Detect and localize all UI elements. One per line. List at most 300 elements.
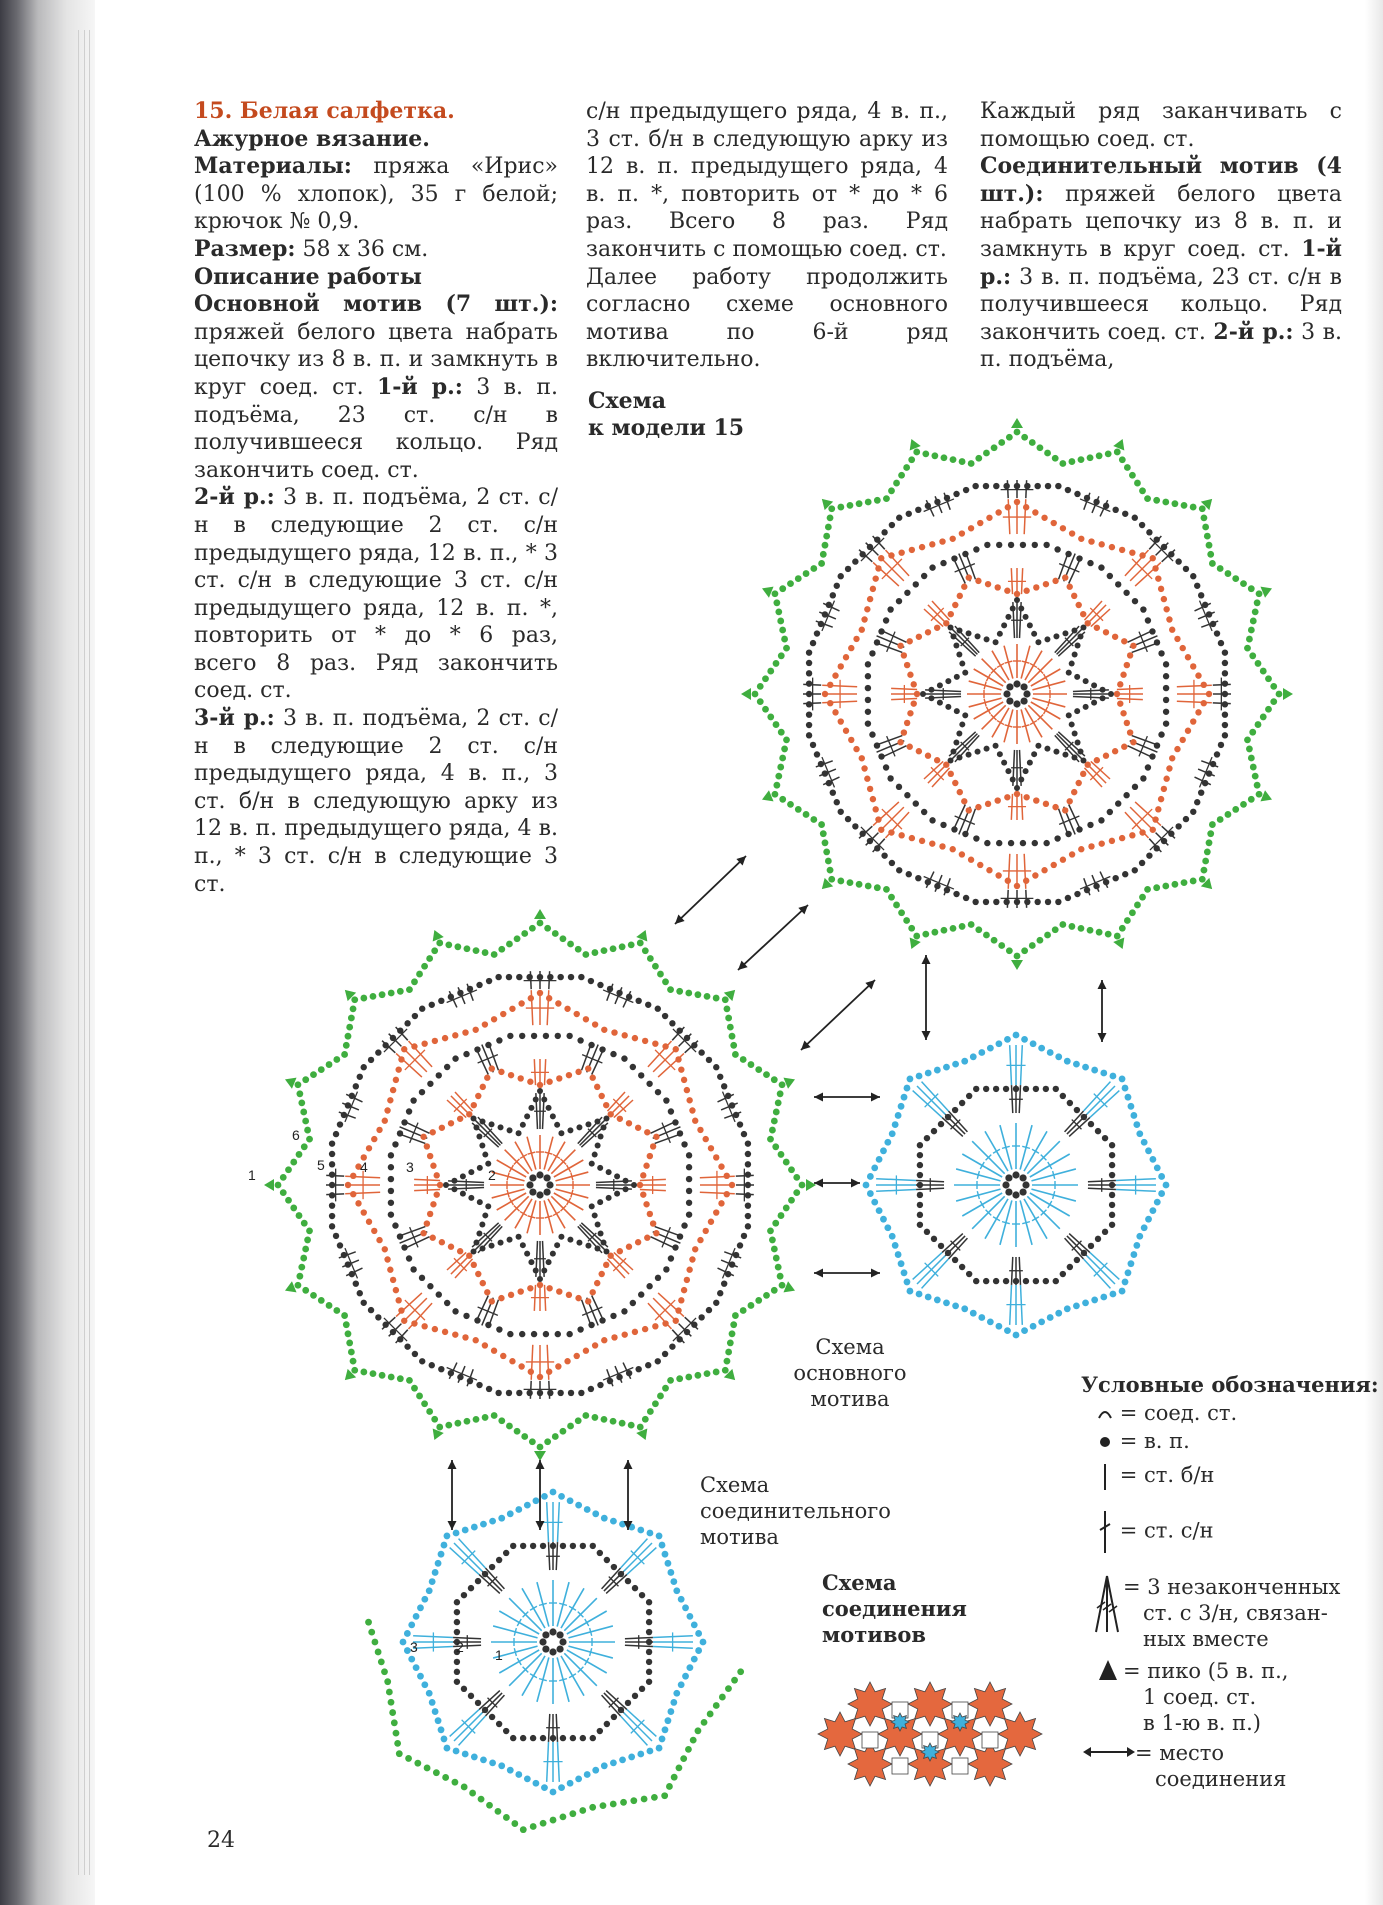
blue-outer-row — [952, 1061, 959, 1068]
dark-star-row-2 — [956, 730, 962, 736]
green-picot-row — [779, 585, 786, 592]
orange-row-3 — [644, 1235, 650, 1241]
blue-outer-row — [895, 1112, 902, 1119]
dark-row-4 — [507, 1331, 513, 1337]
orange-row-3 — [430, 1201, 436, 1207]
dark-star-row-2 — [597, 1199, 603, 1205]
green-picot-row — [777, 764, 784, 771]
green-picot-row — [386, 1689, 393, 1696]
dark-outer-row — [1112, 875, 1118, 881]
dark-octagon-row — [917, 1192, 923, 1198]
orange-row-5 — [1069, 851, 1075, 857]
dark-octagon-row — [1053, 1278, 1059, 1284]
green-picot-row — [755, 1297, 762, 1304]
green-picot-row — [300, 1255, 307, 1262]
green-picot-row — [773, 660, 780, 667]
dark-row-4 — [869, 650, 875, 656]
dark-outer-row — [1139, 522, 1145, 528]
dark-row-4 — [543, 1033, 549, 1039]
dark-outer-row — [557, 1390, 563, 1396]
dark-row-4 — [1043, 840, 1049, 846]
blue-outer-row — [432, 1708, 439, 1715]
green-picot-row — [1029, 942, 1036, 949]
blue-outer-row — [462, 1527, 469, 1534]
dark-star-row-2 — [1001, 760, 1007, 766]
green-picot-row — [1144, 495, 1151, 502]
orange-row-5 — [509, 1006, 515, 1012]
green-picot-row — [567, 1423, 574, 1430]
blue-outer-row — [567, 1780, 574, 1787]
orange-row-3 — [424, 1220, 430, 1226]
green-picot-row — [1078, 456, 1085, 463]
blue-outer-row — [889, 1130, 896, 1137]
picot-mark — [1283, 688, 1293, 700]
orange-row-3 — [603, 1102, 609, 1108]
dark-octagon-row — [604, 1557, 610, 1563]
green-picot-row — [416, 1393, 423, 1400]
conn-row2-text: 3 в. п. подъёма, — [980, 319, 1342, 373]
dark-row-4 — [996, 542, 1002, 548]
blue-outer-row — [863, 1182, 870, 1189]
dark-star-row-2 — [546, 1105, 552, 1111]
orange-row-3 — [594, 1084, 600, 1090]
orange-row-5 — [1060, 857, 1066, 863]
dark-row-4 — [1087, 822, 1093, 828]
green-picot-row — [695, 991, 702, 998]
dark-star-row-2 — [1005, 614, 1011, 620]
green-picot-row — [818, 560, 825, 567]
dark-star-row-2 — [592, 1152, 598, 1158]
blue-outer-row — [996, 1323, 1003, 1330]
green-picot-row — [983, 450, 990, 457]
orange-row-5 — [689, 1256, 695, 1262]
green-picot-row — [1249, 652, 1256, 659]
green-picot-row — [560, 935, 567, 942]
orange-row-3 — [430, 1129, 436, 1135]
orange-row-3 — [1023, 588, 1029, 594]
orange-row-5 — [384, 1256, 390, 1262]
orange-center-stitches — [1005, 725, 1013, 727]
blue-outer-row — [1021, 1327, 1028, 1334]
center-chain-ring — [1022, 1181, 1029, 1188]
dark-star-row-2 — [550, 1113, 556, 1119]
dark-outer-row — [741, 1233, 747, 1239]
green-picot-row — [788, 1166, 795, 1173]
blue-outer-row — [662, 1726, 669, 1733]
dark-row-4 — [463, 1313, 469, 1319]
green-picot-row — [767, 1227, 774, 1234]
dark-row-4 — [921, 809, 927, 815]
dark-star-row-2 — [937, 682, 943, 688]
dark-outer-row — [329, 1140, 335, 1146]
dark-star-row-2 — [498, 1240, 504, 1246]
join-arrow — [675, 856, 746, 924]
orange-row-3 — [985, 801, 991, 807]
dark-outer-row — [830, 592, 836, 598]
green-picot-row — [630, 1797, 637, 1804]
green-picot-row — [381, 1668, 388, 1675]
connecting-motif-label: Соединительный мотив (4 шт.): — [980, 153, 1342, 207]
blue-outer-row — [1141, 1224, 1148, 1231]
dark-outer-row — [741, 1131, 747, 1137]
legend-dc-text: = ст. с/н — [1119, 1518, 1214, 1543]
center-chain-ring — [1013, 680, 1020, 687]
dark-outer-row — [806, 732, 812, 738]
blue-outer-row — [892, 1121, 899, 1128]
orange-row-5 — [1069, 530, 1075, 536]
green-picot-row — [388, 1374, 395, 1381]
dark-octagon-row — [1102, 1135, 1108, 1141]
orange-row-3 — [427, 1153, 433, 1159]
joining-caption — [822, 1570, 967, 1648]
dark-octagon-row — [590, 1735, 596, 1741]
orange-row-5 — [432, 1326, 438, 1332]
dark-outer-row — [814, 630, 820, 636]
green-picot-row — [529, 925, 536, 932]
dark-star-row-2 — [1027, 622, 1033, 628]
dark-star-row-2 — [1062, 752, 1068, 758]
blue-outer-row — [1013, 1032, 1020, 1039]
dark-star-row-2 — [945, 704, 951, 710]
green-picot-row — [730, 1042, 737, 1049]
dark-outer-row — [810, 640, 816, 646]
blue-outer-row — [907, 1288, 914, 1295]
orange-row-3 — [1117, 700, 1123, 706]
orange-row-5 — [968, 525, 974, 531]
dark-star-row-2 — [550, 1251, 556, 1257]
dark-octagon-row — [597, 1550, 603, 1556]
blue-outer-row — [637, 1751, 644, 1758]
orange-row-5 — [1195, 709, 1201, 715]
green-picot-row — [778, 1151, 785, 1158]
dark-outer-row — [1146, 529, 1152, 535]
orange-row-3 — [897, 643, 903, 649]
dark-outer-row — [1112, 507, 1118, 513]
blue-outer-row — [686, 1664, 693, 1671]
green-picot-row — [544, 1438, 551, 1445]
dark-star-row-2 — [554, 1122, 560, 1128]
green-picot-row — [326, 1061, 333, 1068]
blue-outer-row — [441, 1736, 448, 1743]
dark-outer-row — [1194, 799, 1200, 805]
green-picot-row — [304, 1127, 311, 1134]
green-picot-row — [662, 978, 669, 985]
orange-row-3 — [1112, 748, 1118, 754]
dark-row-4 — [406, 1255, 412, 1261]
dark-outer-row — [495, 974, 501, 980]
green-picot-row — [345, 1033, 352, 1040]
center-chain-ring — [556, 1645, 563, 1652]
legend-slip-stitch — [1097, 1400, 1237, 1426]
blue-outer-row — [1100, 1294, 1107, 1301]
orange-row-5 — [366, 1219, 372, 1225]
orange-row-3 — [1033, 797, 1039, 803]
green-picot-row — [769, 1237, 776, 1244]
blue-outer-row — [667, 1569, 674, 1576]
green-picot-row — [521, 1433, 528, 1440]
dark-octagon-row — [1109, 1142, 1115, 1148]
green-picot-row — [280, 1189, 287, 1196]
dark-outer-row — [993, 899, 999, 905]
green-picot-row — [763, 1292, 770, 1299]
blue-outer-row — [1047, 1049, 1054, 1056]
dark-outer-row — [721, 1083, 727, 1089]
orange-row-3 — [1117, 681, 1123, 687]
orange-row-3 — [498, 1295, 504, 1301]
orange-row-3 — [594, 1280, 600, 1286]
orange-row-5 — [462, 1334, 468, 1340]
green-picot-row — [391, 1719, 398, 1726]
orange-row-5 — [1166, 616, 1172, 622]
dark-outer-row — [588, 978, 594, 984]
green-picot-row — [767, 668, 774, 675]
dark-row-4 — [865, 685, 871, 691]
blue-outer-row — [667, 1708, 674, 1715]
blue-outer-row — [1136, 1233, 1143, 1240]
green-picot-row — [1276, 691, 1283, 698]
orange-row-5 — [843, 654, 849, 660]
dark-outer-row — [404, 1020, 410, 1026]
green-picot-row — [820, 551, 827, 558]
dark-outer-row — [713, 1064, 719, 1070]
conn-motif-caption-3: мотива — [700, 1525, 779, 1549]
blue-outer-row — [665, 1560, 672, 1567]
green-picot-row — [1206, 542, 1213, 549]
orange-row-3 — [603, 1262, 609, 1268]
green-picot-row — [610, 1418, 617, 1425]
blue-outer-row — [426, 1690, 433, 1697]
dark-octagon-row — [1060, 1271, 1066, 1277]
dark-outer-row — [845, 566, 851, 572]
dark-star-row-2 — [595, 1143, 601, 1149]
orange-row-3 — [961, 584, 967, 590]
center-chain-ring — [1019, 1174, 1026, 1181]
dark-outer-row — [1175, 823, 1181, 829]
orange-row-5 — [382, 1246, 388, 1252]
orange-row-5 — [564, 1358, 570, 1364]
row-number-label: 5 — [317, 1157, 325, 1173]
blue-outer-row — [691, 1656, 698, 1663]
center-chain-ring — [1019, 1188, 1026, 1195]
green-picot-row — [620, 1799, 627, 1806]
orange-row-5 — [452, 1032, 458, 1038]
orange-row-5 — [1119, 547, 1125, 553]
dark-row-4 — [577, 1037, 583, 1043]
orange-row-5 — [919, 838, 925, 844]
dark-row-4 — [388, 1176, 394, 1182]
dark-octagon-row — [917, 1142, 923, 1148]
dark-octagon-row — [917, 1212, 923, 1218]
orange-row-5 — [395, 1297, 401, 1303]
green-picot-row — [1201, 514, 1208, 521]
dark-row-4 — [1163, 661, 1169, 667]
orange-row-3 — [948, 771, 954, 777]
green-picot-row — [1248, 796, 1255, 803]
green-picot-row — [772, 791, 779, 798]
dark-star-row-2 — [468, 1195, 474, 1201]
dark-octagon-row — [503, 1550, 509, 1556]
green-picot-row — [521, 930, 528, 937]
orange-row-5 — [870, 796, 876, 802]
dark-octagon-row — [454, 1609, 460, 1615]
green-picot-row — [360, 995, 367, 1002]
green-picot-row — [343, 1321, 350, 1328]
green-picot-row — [701, 1719, 708, 1726]
orange-row-5 — [950, 846, 956, 852]
orange-row-5 — [686, 1097, 692, 1103]
blue-outer-row — [925, 1294, 932, 1301]
orange-row-3 — [585, 1298, 591, 1304]
blue-outer-row — [682, 1673, 689, 1680]
chain-icon — [1097, 1434, 1113, 1448]
green-picot-row — [767, 1136, 774, 1143]
dark-outer-row — [329, 1171, 335, 1177]
dark-star-row-2 — [592, 1212, 598, 1218]
dark-star-row-2 — [489, 1243, 495, 1249]
orange-row-5 — [482, 1021, 488, 1027]
blue-outer-row — [533, 1497, 540, 1504]
dark-outer-row — [526, 974, 532, 980]
dark-outer-row — [806, 711, 812, 717]
green-picot-row — [941, 927, 948, 934]
dark-outer-row — [915, 875, 921, 881]
blue-outer-row — [558, 1784, 565, 1791]
green-picot-row — [445, 1422, 452, 1429]
orange-row-5 — [1051, 520, 1057, 526]
dark-row-4 — [865, 709, 871, 715]
green-picot-row — [1006, 434, 1013, 441]
dark-outer-row — [834, 583, 840, 589]
blue-outer-row — [584, 1506, 591, 1513]
orange-row-5 — [678, 1066, 684, 1072]
orange-row-5 — [1051, 862, 1057, 868]
green-picot-row — [1244, 736, 1251, 743]
orange-row-3 — [901, 652, 907, 658]
picot-mark — [534, 1451, 546, 1461]
dark-outer-row — [806, 649, 812, 655]
picot-mark — [433, 1428, 444, 1440]
dark-outer-row — [906, 871, 912, 877]
orange-row-5 — [692, 1246, 698, 1252]
blue-outer-row — [628, 1754, 635, 1761]
green-picot-row — [351, 996, 358, 1003]
orange-row-5 — [1032, 872, 1038, 878]
orange-row-3 — [643, 1163, 649, 1169]
dark-star-row-2 — [606, 1195, 612, 1201]
center-chain-ring — [1006, 697, 1013, 704]
orange-row-5 — [1041, 515, 1047, 521]
orange-row-5 — [491, 1348, 497, 1354]
dark-star-row-2 — [953, 643, 959, 649]
dark-star-row-2 — [1069, 661, 1075, 667]
dark-octagon-row — [454, 1629, 460, 1635]
green-picot-row — [818, 821, 825, 828]
green-picot-row — [1078, 925, 1085, 932]
green-picot-row — [883, 886, 890, 893]
conn-motif-caption-1: Схема — [700, 1473, 770, 1497]
green-picot-row — [724, 1005, 731, 1012]
blue-outer-row — [550, 1789, 557, 1796]
green-picot-row — [822, 839, 829, 846]
dark-octagon-row — [611, 1564, 617, 1570]
green-picot-row — [491, 951, 498, 958]
orange-row-5 — [442, 1035, 448, 1041]
blue-outer-row — [515, 1506, 522, 1513]
dark-row-4 — [940, 560, 946, 566]
green-picot-row — [1014, 953, 1021, 960]
dark-star-row-2 — [606, 1169, 612, 1175]
dark-star-row-2 — [489, 1121, 495, 1127]
green-picot-row — [426, 1408, 433, 1415]
main-motif-caption — [760, 1334, 940, 1412]
dark-row-4 — [427, 1283, 433, 1289]
green-picot-row — [600, 1802, 607, 1809]
dark-octagon-row — [540, 1543, 546, 1549]
dark-outer-row — [1194, 583, 1200, 589]
green-picot-row — [1044, 932, 1051, 939]
join-arrow-head — [851, 1179, 860, 1188]
green-picot-row — [406, 1377, 413, 1384]
center-chain-ring — [1012, 1191, 1019, 1198]
orange-row-3 — [457, 1116, 463, 1122]
dark-star-row-2 — [614, 1173, 620, 1179]
blue-outer-row — [435, 1560, 442, 1567]
green-picot-row — [642, 947, 649, 954]
dark-outer-row — [1132, 515, 1138, 521]
green-picot-row — [657, 971, 664, 978]
green-picot-row — [667, 1377, 674, 1384]
center-chain-ring — [546, 1181, 553, 1188]
orange-row-5 — [384, 1107, 390, 1113]
green-picot-row — [1199, 876, 1206, 883]
orange-row-5 — [376, 1237, 382, 1243]
dark-octagon-row — [1043, 1086, 1049, 1092]
dark-outer-row — [1183, 566, 1189, 572]
dark-outer-row — [635, 1366, 641, 1372]
orange-row-5 — [452, 1331, 458, 1337]
green-picot-row — [300, 1109, 307, 1116]
orange-row-3 — [508, 1072, 514, 1078]
dark-row-4 — [1054, 835, 1060, 841]
picot-mark — [783, 1281, 795, 1292]
dark-outer-row — [662, 1013, 668, 1019]
green-picot-row — [737, 1668, 744, 1675]
orange-row-5 — [1163, 606, 1169, 612]
green-picot-row — [827, 867, 834, 874]
orange-row-5 — [872, 806, 878, 812]
dark-outer-row — [412, 1013, 418, 1019]
green-picot-row — [1181, 502, 1188, 509]
dark-outer-row — [645, 1362, 651, 1368]
dark-octagon-row — [530, 1735, 536, 1741]
green-picot-row — [1240, 801, 1247, 808]
dark-octagon-row — [959, 1264, 965, 1270]
dark-star-row-2 — [595, 1221, 601, 1227]
green-picot-row — [575, 1417, 582, 1424]
orange-row-5 — [1099, 840, 1105, 846]
dark-row-4 — [1054, 546, 1060, 552]
green-picot-row — [1265, 675, 1272, 682]
dark-octagon-row — [917, 1202, 923, 1208]
orange-row-3 — [546, 1285, 552, 1291]
dark-octagon-row — [625, 1700, 631, 1706]
dark-row-4 — [646, 1283, 652, 1289]
dark-outer-row — [1222, 680, 1228, 686]
blue-outer-row — [610, 1759, 617, 1766]
dark-row-4 — [419, 1089, 425, 1095]
dark-star-row-2 — [507, 1237, 513, 1243]
dark-star-row-2 — [1023, 768, 1029, 774]
